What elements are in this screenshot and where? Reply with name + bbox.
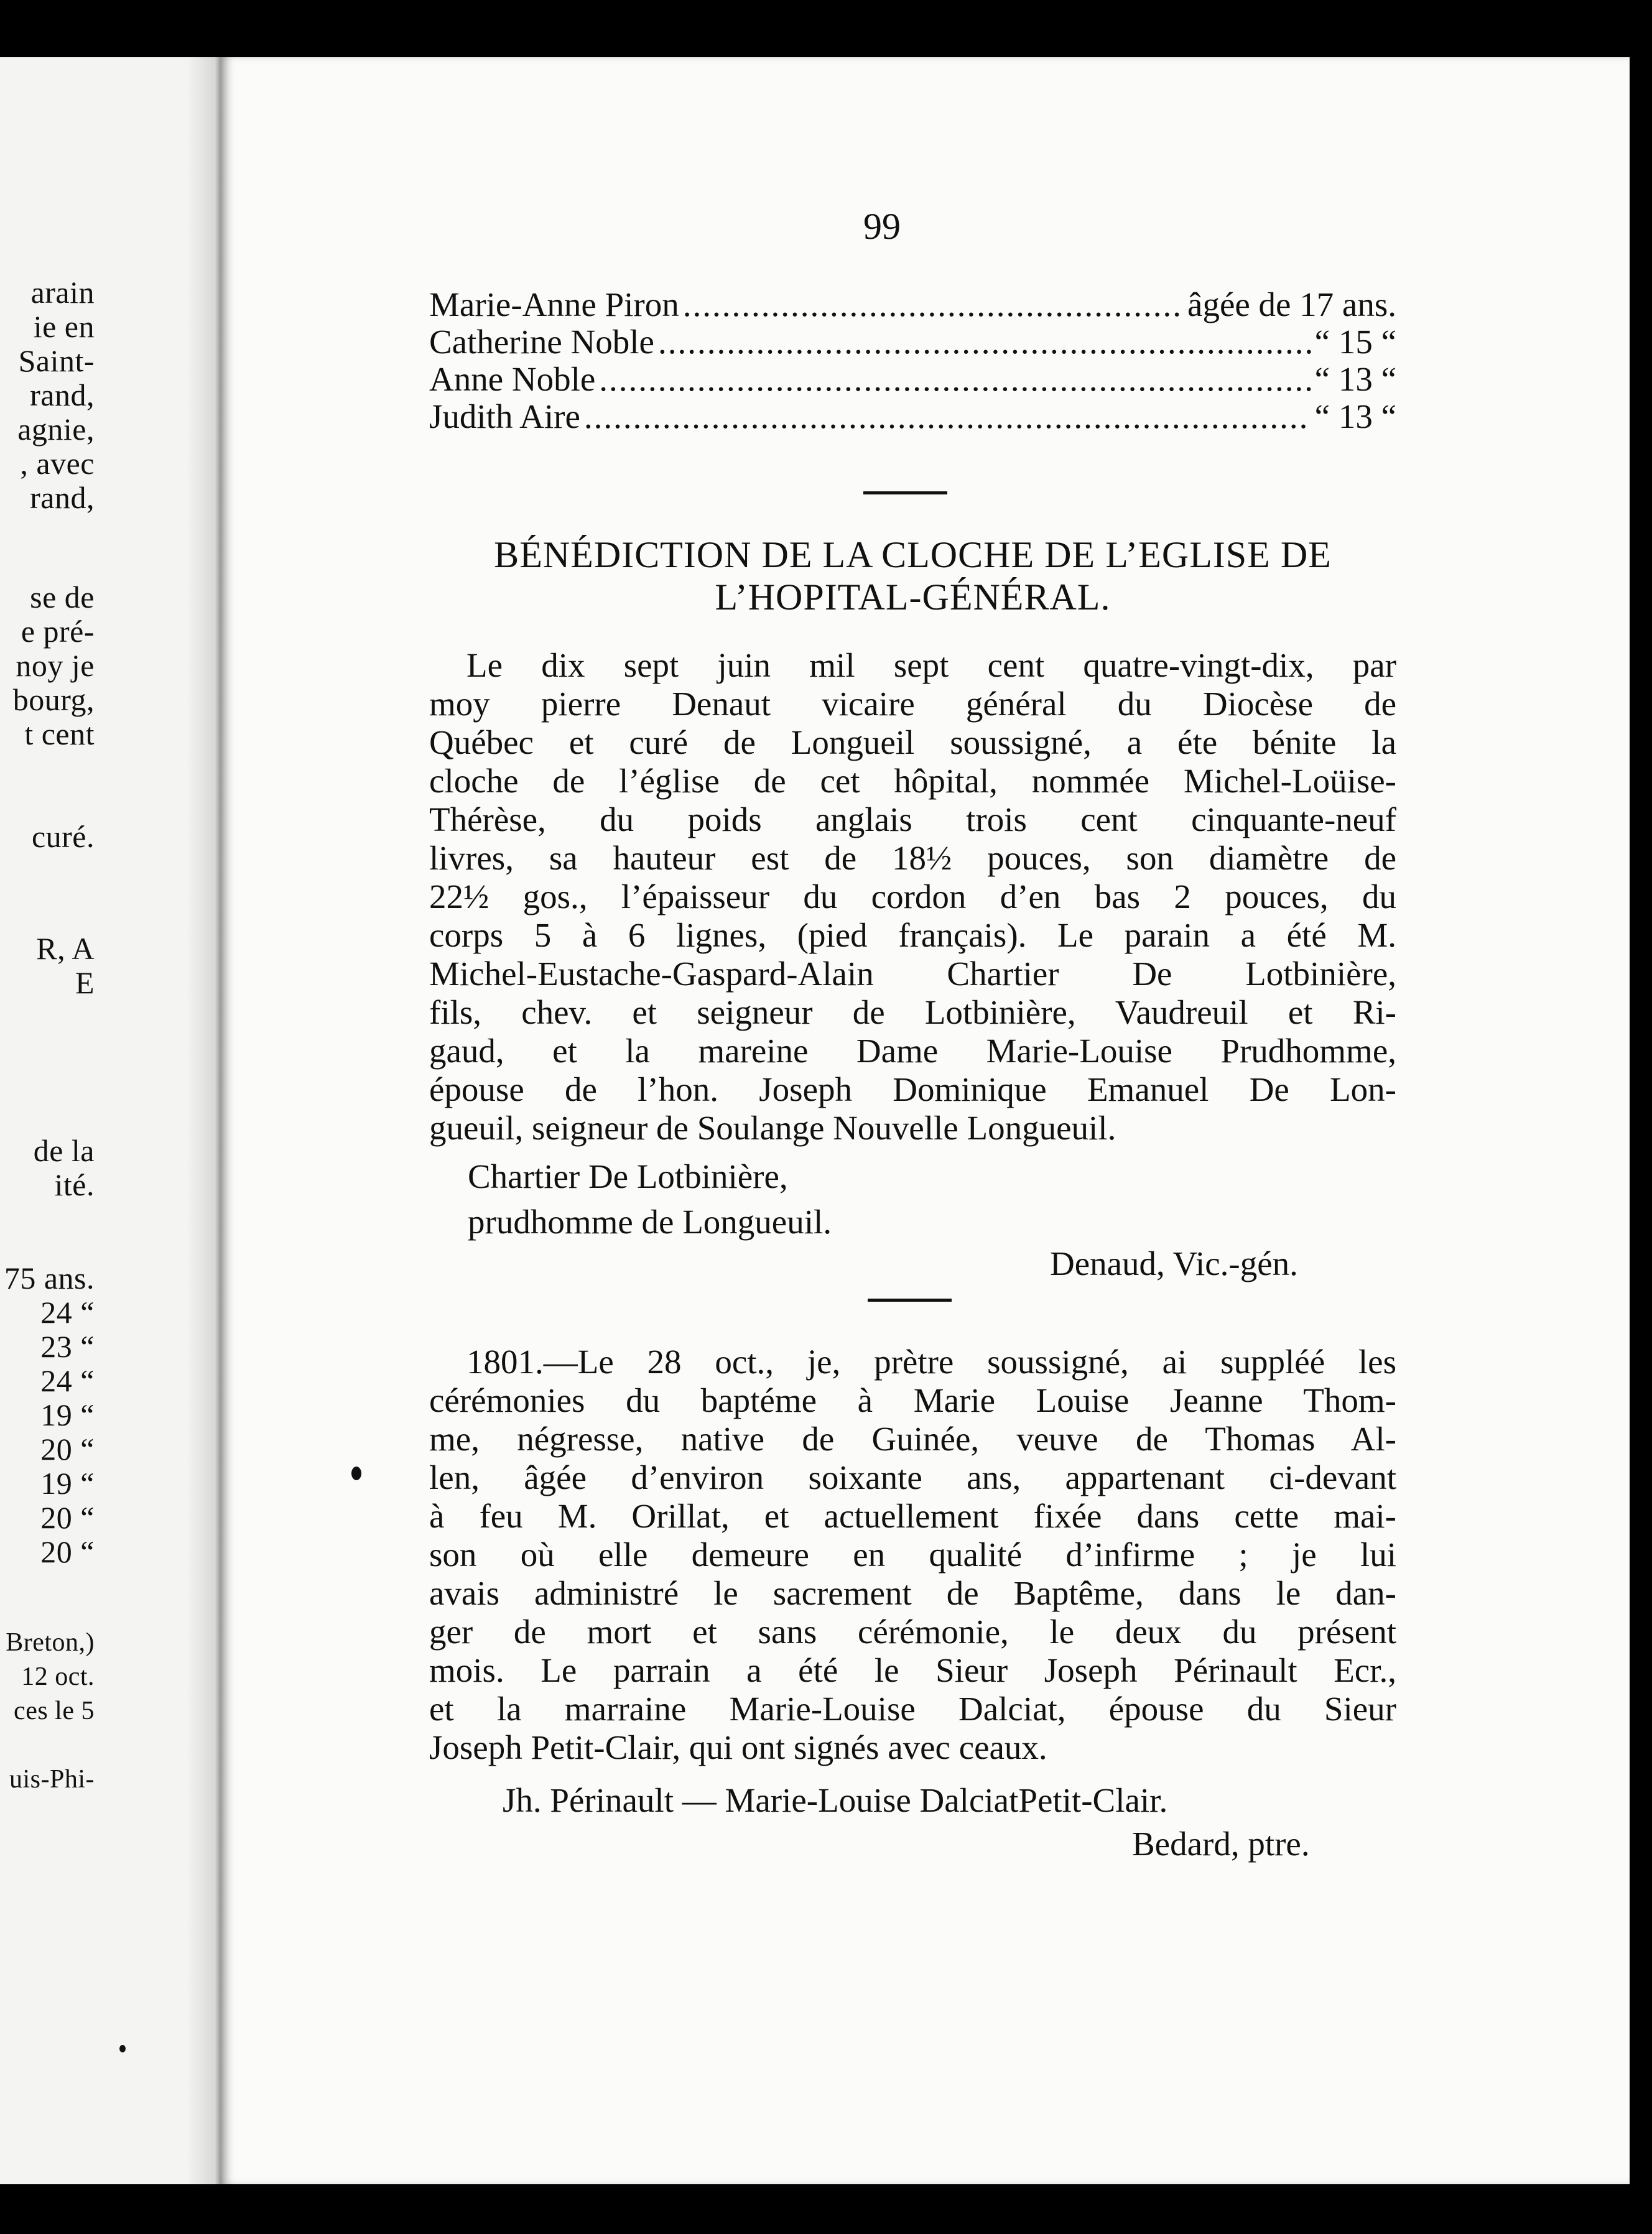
age-list (429, 286, 1396, 435)
previous-page-line: 24 “ (40, 1295, 95, 1330)
text-line: fils, chev. et seigneur de Lotbinière, Vaudreuil et Ri- (429, 993, 1396, 1031)
dot-leader (584, 398, 1311, 435)
text-line: corps 5 à 6 lignes, (pied français). Le parain a été M. (429, 916, 1396, 954)
person-age: “ 13 “ (1314, 397, 1396, 435)
text-line: ger de mort et sans cérémonie, le deux du présent (429, 1613, 1396, 1651)
previous-page-line: 20 “ (40, 1500, 95, 1535)
previous-page-line: 75 ans. (4, 1261, 95, 1295)
signature-chartier: Chartier De Lotbinière, (468, 1157, 788, 1195)
text-line: Le dix sept juin mil sept cent quatre-vingt-dix, par (466, 646, 1396, 684)
person-age: âgée de 17 ans. (1187, 285, 1396, 323)
previous-page-line: 20 “ (40, 1534, 95, 1569)
text-line: mois. Le parrain a été le Sieur Joseph Périnault Ecr., (429, 1651, 1396, 1689)
person-name: Marie-Anne Piron (429, 285, 679, 323)
previous-page-line: agnie, (17, 412, 95, 447)
person-age: “ 15 “ (1314, 323, 1396, 361)
ink-speck (351, 1467, 361, 1480)
person-name: Catherine Noble (429, 323, 654, 361)
text-line: et la marraine Marie-Louise Dalciat, épouse du Sieur (429, 1690, 1396, 1728)
previous-page-line: E (75, 965, 95, 1000)
blessing-paragraph (429, 647, 1396, 1148)
previous-page-line: arain (30, 275, 95, 310)
previous-page-line: Breton,) (6, 1628, 95, 1657)
text-line: gaud, et la mareine Dame Marie-Louise Prudhomme, (429, 1032, 1396, 1070)
heading-line-2: L’HOPITAL-GÉNÉRAL. (715, 577, 1111, 618)
text-line: Michel-Eustache-Gaspard-Alain Chartier De Lotbinière, (429, 955, 1396, 993)
text-line: len, âgée d’environ soixante ans, appartenant ci-devant (429, 1458, 1396, 1496)
previous-page-line: bourg, (12, 682, 95, 717)
text-line: me, négresse, native de Guinée, veuve de Thomas Al- (429, 1420, 1396, 1458)
text-line: à feu M. Orillat, et actuellement fixée dans cette mai- (429, 1497, 1396, 1535)
previous-page-line: 20 “ (40, 1432, 95, 1467)
previous-page-line: ie en (33, 309, 95, 344)
text-line: moy pierre Denaut vicaire général du Diocèse de (429, 685, 1396, 723)
text-line: Québec et curé de Longueil soussigné, a éte bénite la (429, 723, 1396, 761)
text-line: avais administré le sacrement de Baptême, dans le dan- (429, 1574, 1396, 1612)
previous-page-line: 19 “ (40, 1466, 95, 1501)
previous-page-line: de la (33, 1133, 95, 1168)
section-rule (868, 1299, 952, 1302)
section-rule (863, 491, 947, 494)
dot-leader (683, 286, 1184, 323)
previous-page-line: rand, (30, 378, 95, 412)
text-line: épouse de l’hon. Joseph Dominique Emanuel De Lon- (429, 1070, 1396, 1108)
previous-page-line: R, A (36, 931, 95, 966)
previous-page-line: uis-Phi- (9, 1765, 95, 1794)
previous-page-line: curé. (31, 819, 95, 854)
text-line: Thérèse, du poids anglais trois cent cinquante-neuf (429, 800, 1396, 838)
text-line: 1801.—Le 28 oct., je, prètre soussigné, ai suppléé les (466, 1343, 1396, 1381)
previous-page (0, 57, 211, 2184)
signature-denaud: Denaud, Vic.-gén. (1050, 1244, 1298, 1282)
previous-page-line: 19 “ (40, 1397, 95, 1432)
page-number: 99 (863, 206, 901, 247)
text-line: gueuil, seigneur de Soulange Nouvelle Longueuil. (429, 1109, 1116, 1147)
text-line: 22½ gos., l’épaisseur du cordon d’en bas 2 pouces, du (429, 878, 1396, 915)
previous-page-line: Saint- (18, 343, 95, 378)
ink-speck (119, 2045, 126, 2052)
previous-page-line: noy je (16, 648, 95, 683)
text-line: cérémonies du baptéme à Marie Louise Jeanne Thom- (429, 1381, 1396, 1419)
section-heading (429, 534, 1396, 618)
person-name: Judith Aire (429, 397, 580, 435)
text-line: Joseph Petit-Clair, qui ont signés avec ceaux. (429, 1728, 1047, 1766)
previous-page-line: 23 “ (40, 1329, 95, 1364)
previous-page-line: , avec (20, 446, 95, 481)
age-list-row (429, 323, 1396, 361)
dot-leader (599, 361, 1311, 398)
dot-leader (658, 323, 1311, 361)
previous-page-line: ité. (54, 1167, 95, 1202)
age-list-row (429, 286, 1396, 323)
baptism-paragraph (429, 1343, 1396, 1768)
signature-perinault: Jh. Périnault — Marie-Louise DalciatPetit-Clair. (503, 1781, 1168, 1819)
previous-page-line: e pré- (21, 614, 95, 649)
previous-page-line: t cent (24, 716, 95, 751)
text-line: cloche de l’église de cet hôpital, nommée Michel-Loüise- (429, 762, 1396, 800)
signature-prudhomme: prudhomme de Longueuil. (468, 1203, 832, 1241)
previous-page-line: se de (30, 580, 95, 614)
text-line: son où elle demeure en qualité d’infirme ; je lui (429, 1536, 1396, 1574)
person-name: Anne Noble (429, 360, 596, 398)
age-list-row (429, 398, 1396, 435)
text-line: livres, sa hauteur est de 18½ pouces, son diamètre de (429, 839, 1396, 877)
previous-page-text (0, 57, 95, 2184)
previous-page-line: rand, (30, 480, 95, 515)
previous-page-line: 12 oct. (21, 1662, 95, 1691)
person-age: “ 13 “ (1314, 360, 1396, 398)
previous-page-line: 24 “ (40, 1363, 95, 1398)
previous-page-line: ces le 5 (14, 1697, 95, 1725)
signature-bedard: Bedard, ptre. (1132, 1825, 1310, 1863)
heading-line-1: BÉNÉDICTION DE LA CLOCHE DE L’EGLISE DE (494, 534, 1332, 575)
age-list-row (429, 361, 1396, 398)
